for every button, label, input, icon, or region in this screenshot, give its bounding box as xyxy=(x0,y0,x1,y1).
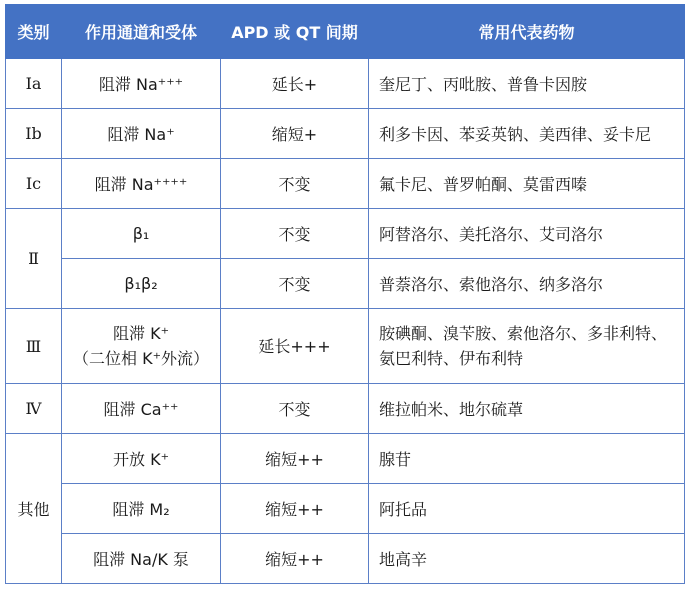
header-drugs: 常用代表药物 xyxy=(369,5,685,59)
drugs-cell: 腺苷 xyxy=(369,434,685,484)
category-cell: Ia xyxy=(6,59,62,109)
drugs-line-2: 氨巴利特、伊布利特 xyxy=(379,349,524,368)
drugs-cell: 奎尼丁、丙吡胺、普鲁卡因胺 xyxy=(369,59,685,109)
table-row xyxy=(6,534,685,584)
channel-cell: β₁β₂ xyxy=(62,259,221,309)
header-channel: 作用通道和受体 xyxy=(62,5,221,59)
effect-cell: 不变 xyxy=(221,259,369,309)
table-row xyxy=(6,259,685,309)
channel-cell: 阻滞 Na⁺ xyxy=(62,109,221,159)
effect-cell: 不变 xyxy=(221,384,369,434)
channel-cell: 阻滞 Na⁺⁺⁺⁺ xyxy=(62,159,221,209)
channel-cell: β₁ xyxy=(62,209,221,259)
channel-cell: 开放 K⁺ xyxy=(62,434,221,484)
effect-cell: 不变 xyxy=(221,209,369,259)
table-row xyxy=(6,309,685,384)
table-row xyxy=(6,384,685,434)
category-cell: Ⅱ xyxy=(6,209,62,309)
table-row xyxy=(6,109,685,159)
category-cell: Ic xyxy=(6,159,62,209)
effect-cell: 缩短++ xyxy=(221,484,369,534)
table-row xyxy=(6,159,685,209)
channel-line: 阻滞 K⁺ xyxy=(112,324,170,343)
channel-cell: 阻滞 Ca⁺⁺ xyxy=(62,384,221,434)
drugs-cell: 利多卡因、苯妥英钠、美西律、妥卡尼 xyxy=(369,109,685,159)
header-effect: APD 或 QT 间期 xyxy=(221,5,369,59)
channel-line-sub: （二位相 K⁺外流） xyxy=(72,349,210,368)
table-row xyxy=(6,484,685,534)
category-cell: Ib xyxy=(6,109,62,159)
channel-cell: 阻滞 Na⁺⁺⁺ xyxy=(62,59,221,109)
channel-cell xyxy=(62,309,221,384)
table-row xyxy=(6,209,685,259)
category-cell: Ⅳ xyxy=(6,384,62,434)
category-cell: Ⅲ xyxy=(6,309,62,384)
channel-cell: 阻滞 Na/K 泵 xyxy=(62,534,221,584)
drugs-line: 胺碘酮、溴苄胺、索他洛尔、多非利特、 xyxy=(379,324,668,343)
drugs-cell: 地高辛 xyxy=(369,534,685,584)
category-cell: 其他 xyxy=(6,434,62,584)
effect-cell: 缩短++ xyxy=(221,434,369,484)
effect-cell: 缩短+ xyxy=(221,109,369,159)
effect-cell: 缩短++ xyxy=(221,534,369,584)
drugs-cell: 维拉帕米、地尔硫䓬 xyxy=(369,384,685,434)
drugs-cell: 氟卡尼、普罗帕酮、莫雷西嗪 xyxy=(369,159,685,209)
effect-cell: 延长+++ xyxy=(221,309,369,384)
header-category: 类别 xyxy=(6,5,62,59)
antiarrhythmic-table xyxy=(5,4,685,584)
drugs-cell: 普萘洛尔、索他洛尔、纳多洛尔 xyxy=(369,259,685,309)
effect-cell: 不变 xyxy=(221,159,369,209)
effect-cell: 延长+ xyxy=(221,59,369,109)
drugs-cell xyxy=(369,309,685,384)
table-row xyxy=(6,59,685,109)
header-row xyxy=(6,5,685,59)
table-row xyxy=(6,434,685,484)
drugs-cell: 阿托品 xyxy=(369,484,685,534)
drugs-cell: 阿替洛尔、美托洛尔、艾司洛尔 xyxy=(369,209,685,259)
channel-cell: 阻滞 M₂ xyxy=(62,484,221,534)
